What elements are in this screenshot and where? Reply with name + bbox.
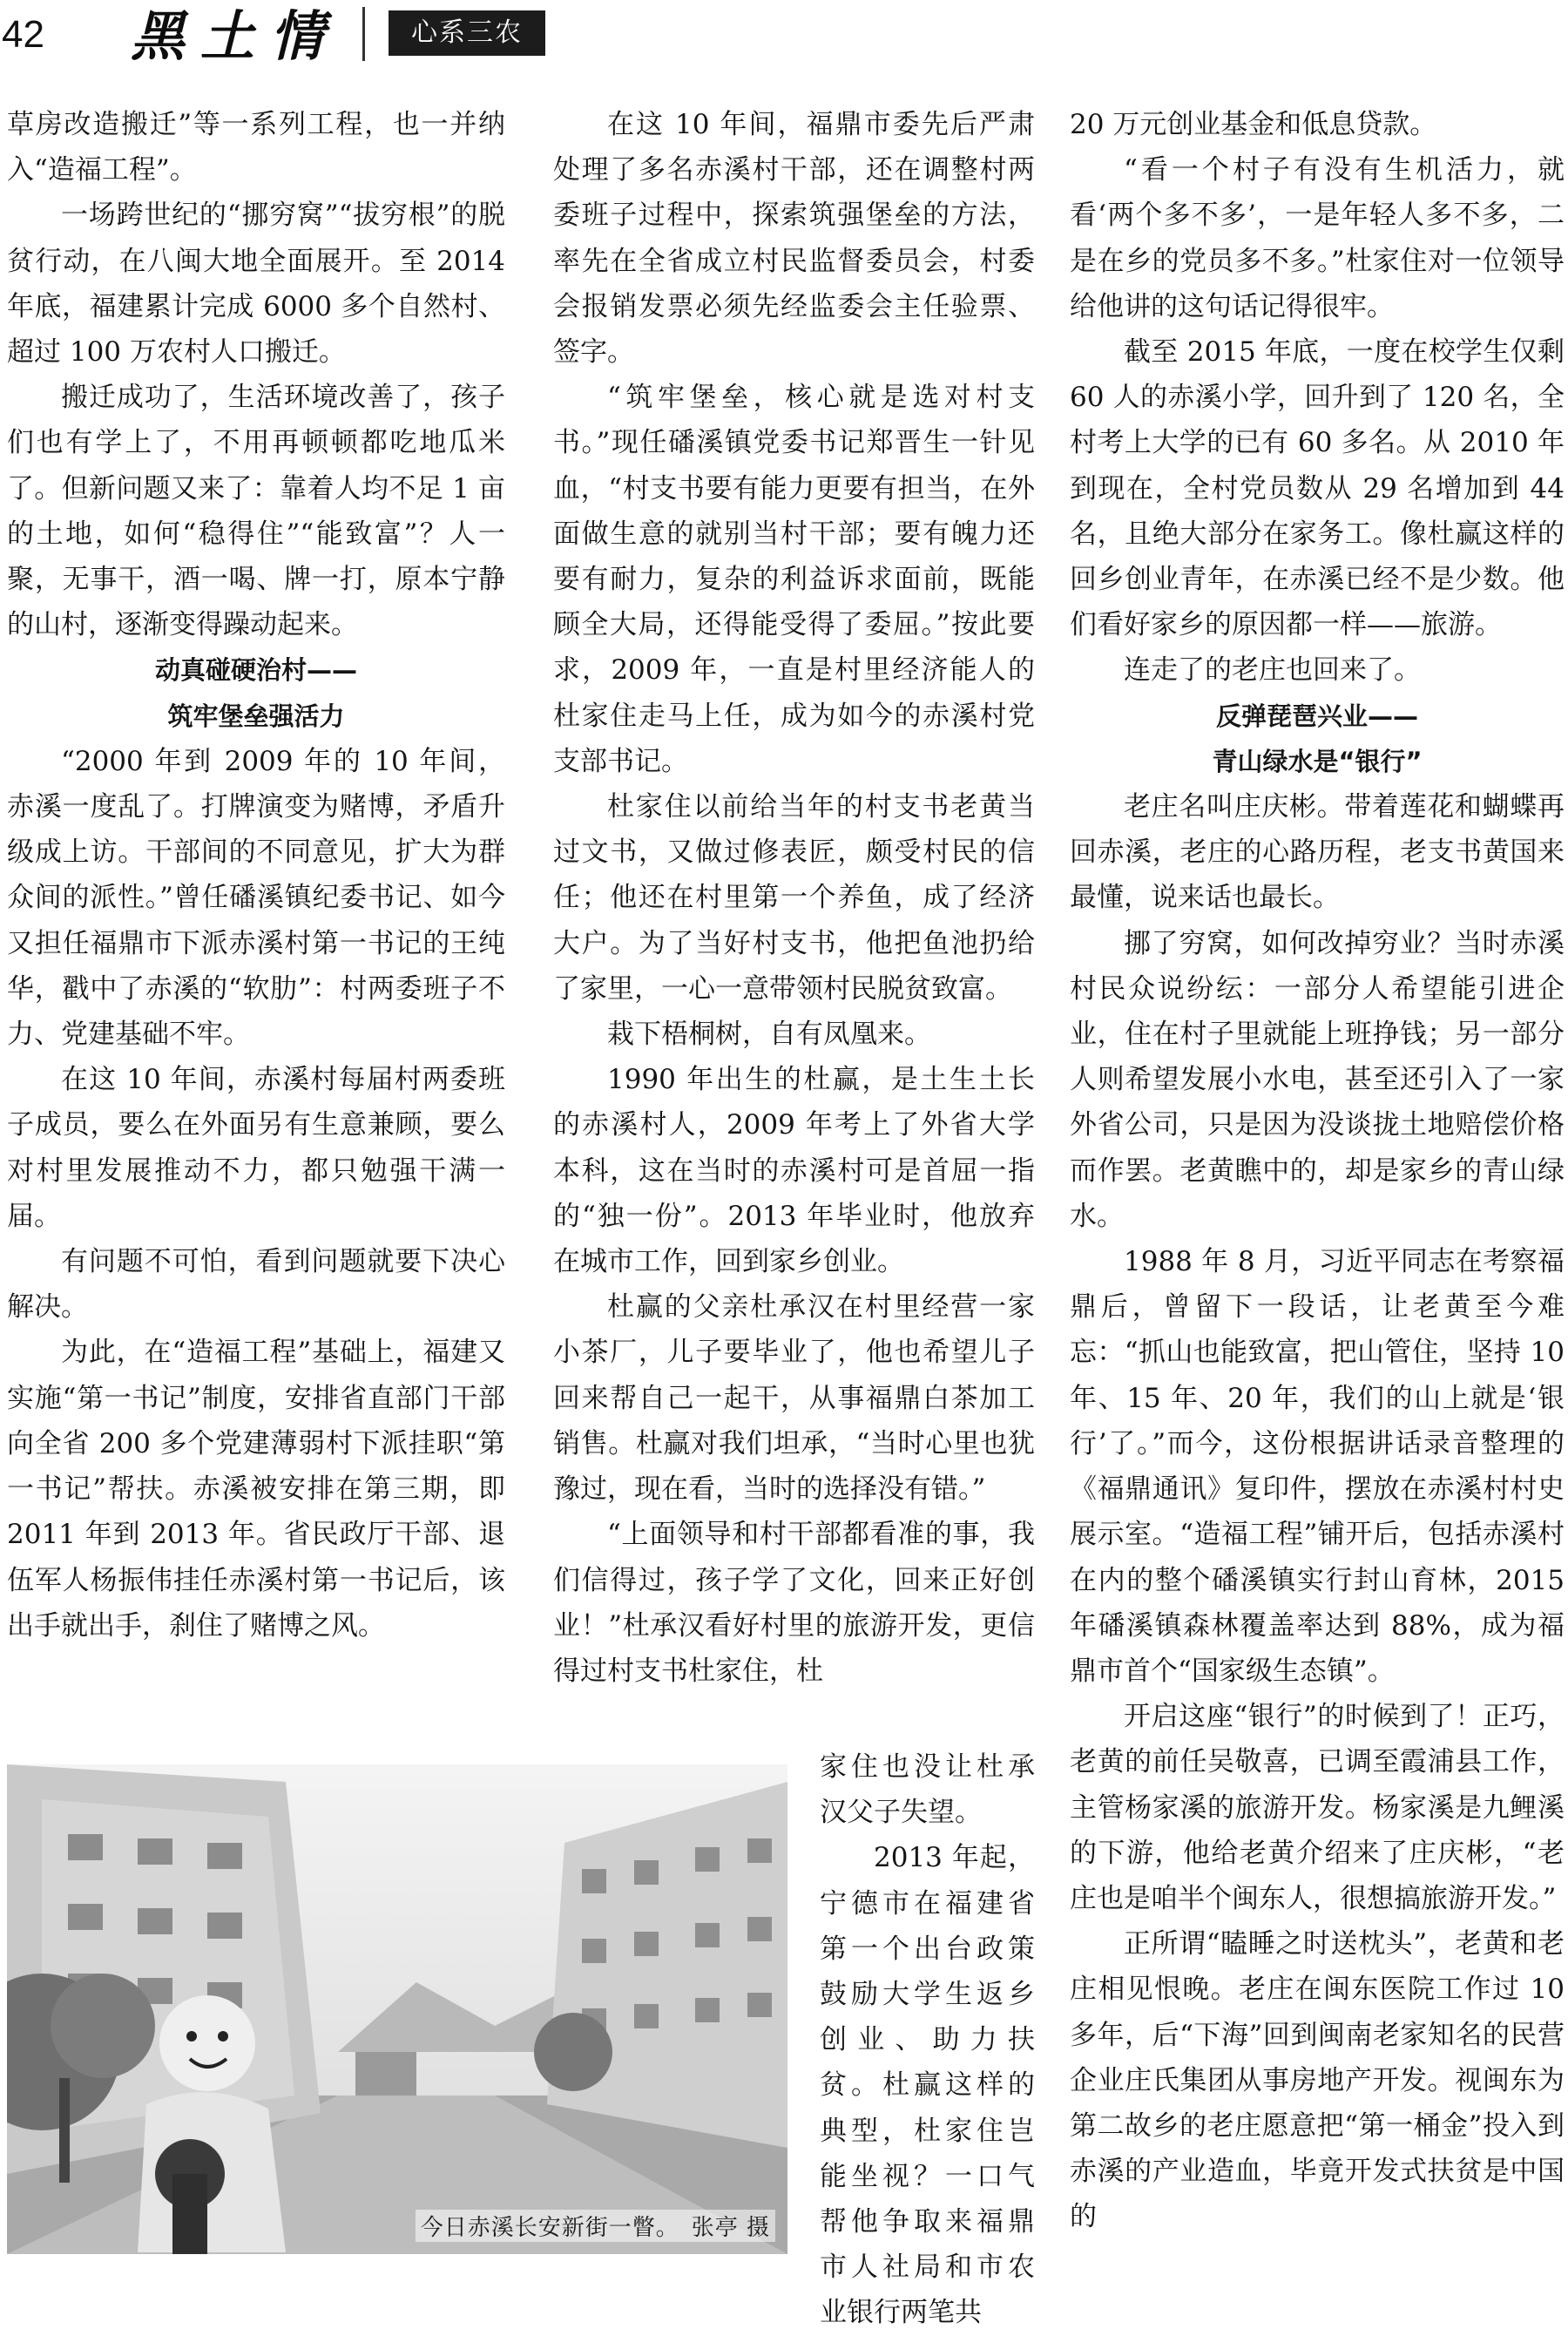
paragraph: “筑牢堡垒，核心就是选对村支书。”现任磻溪镇党委书记郑晋生一针见血，“村支书要有能力更要有担当，在外面做生意的就别当村干部；要有魄力还要有耐力，复杂的利益诉求面前，既能顾全大局，还得能受得了委屈。”按此要求，2009 年，一直是村里经济能人的杜家住走马上任，成为如今的赤溪村党支部书记。 — [553, 382, 1035, 777]
header-divider — [362, 7, 365, 61]
photo-caption: 今日赤溪长安新街一瞥。 张亭 摄 — [416, 2210, 775, 2242]
paragraph: “看一个村子有没有生机活力，就看‘两个多不多’，一是年轻人多不多，二是在乡的党员多不多。”杜家住对一位领导给他讲的这句话记得很牢。 — [1070, 154, 1565, 322]
paragraph: 1988 年 8 月，习近平同志在考察福鼎后，曾留下一段话，让老黄至今难忘：“抓山也能致富，把山管住，坚持 10 年、15 年、20 年，我们的山上就是‘银行’了。”而今，这份根据讲话录音整理的《福鼎通讯》复印件，摆放在赤溪村村史展示室。“造福工程”铺开后，包括赤溪村在内的整个磻溪镇实行封山育林，2015 年磻溪镇森林覆盖率达到 88%，成为福鼎市首个“国家级生态镇”。 — [1070, 1246, 1565, 1687]
paragraph: 截至 2015 年底，一度在校学生仅剩 60 人的赤溪小学，回升到了 120 名，全村考上大学的已有 60 多名。从 2010 年到现在，全村党员数从 29 名增加到 44 名，且绝大部分在家务工。像杜赢这样的回乡创业青年，在赤溪已经不是少数。他们看好家乡的原因都一样——旅游。 — [1070, 336, 1565, 641]
paragraph: 20 万元创业基金和低息贷款。 — [1070, 109, 1437, 140]
section-tag: 心系三农 — [389, 10, 545, 56]
article-column-2-continued — [820, 1744, 1035, 2336]
paragraph: 开启这座“银行”的时候到了！正巧，老黄的前任吴敬喜，已调至霞浦县工作，主管杨家溪的旅游开发。杨家溪是九鲤溪的下游，他给老黄介绍来了庄庆彬，“老庄也是咱半个闽东人，很想搞旅游开发。” — [1070, 1701, 1565, 1914]
section-subheading: 筑牢堡垒强活力 — [167, 701, 345, 731]
street-photo-illustration — [7, 1764, 787, 2254]
paragraph: “2000 年到 2009 年的 10 年间，赤溪一度乱了。打牌演变为赌博，矛盾升级成上访。干部间的不同意见，扩大为群众间的派性。”曾任磻溪镇纪委书记、如今又担任福鼎市下派赤溪村第一书记的王纯华，戳中了赤溪的“软肋”：村两委班子不力、党建基础不牢。 — [7, 745, 505, 1051]
paragraph: 为此，在“造福工程”基础上，福建又实施“第一书记”制度，安排省直部门干部向全省 200 多个党建薄弱村下派挂职“第一书记”帮扶。赤溪被安排在第三期，即 2011 年到 2013 年。省民政厅干部、退伍军人杨振伟挂任赤溪村第一书记后，该出手就出手，刹住了赌博之风。 — [7, 1337, 505, 1642]
section-subheading: 青山绿水是“银行” — [1212, 746, 1423, 776]
paragraph: 杜家住以前给当年的村支书老黄当过文书，又做过修表匠，颇受村民的信任；他还在村里第一个养鱼，成了经济大户。为了当好村支书，他把鱼池扔给了家里，一心一意带领村民脱贫致富。 — [553, 791, 1035, 1005]
paragraph: 在这 10 年间，福鼎市委先后严肃处理了多名赤溪村干部，还在调整村两委班子过程中，探索筑强堡垒的方法，率先在全省成立村民监督委员会，村委会报销发票必须先经监委会主任验票、签字。 — [553, 109, 1035, 369]
paragraph: 挪了穷窝，如何改掉穷业？当时赤溪村民众说纷纭：一部分人希望能引进企业，住在村子里就能上班挣钱；另一部分人则希望发展小水电，甚至还引入了一家外省公司，只是因为没谈拢土地赔偿价格而作罢。老黄瞧中的，却是家乡的青山绿水。 — [1070, 927, 1565, 1232]
page-number: 42 — [2, 13, 44, 56]
magazine-logo: 黑土情 — [131, 4, 341, 68]
paragraph: 栽下梧桐树，自有凤凰来。 — [607, 1019, 931, 1051]
paragraph: 老庄名叫庄庆彬。带着莲花和蝴蝶再回赤溪，老庄的心路历程，老支书黄国来最懂，说来话也最长。 — [1070, 791, 1565, 914]
page-header — [0, 0, 1568, 87]
article-column-1 — [7, 102, 505, 1649]
section-subheading: 动真碰硬治村—— — [154, 655, 357, 686]
paragraph: 连走了的老庄也回来了。 — [1124, 654, 1421, 687]
paragraph: 有问题不可怕，看到问题就要下决心解决。 — [7, 1246, 505, 1324]
paragraph: 草房改造搬迁”等一系列工程，也一并纳入“造福工程”。 — [7, 109, 505, 186]
paragraph: 正所谓“瞌睡之时送枕头”，老黄和老庄相见恨晚。老庄在闽东医院工作过 10 多年，后“下海”回到闽南老家知名的民营企业庄氏集团从事房地产开发。视闽东为第二故乡的老庄愿意把“第一桶金”投入到赤溪的产业造血，毕竟开发式扶贫是中国的 — [1070, 1928, 1565, 2233]
article-column-3 — [1070, 102, 1565, 2240]
section-subheading: 反弹琵琶兴业—— — [1215, 701, 1418, 731]
paragraph: 一场跨世纪的“挪穷窝”“拔穷根”的脱贫行动，在八闽大地全面展开。至 2014 年底，福建累计完成 6000 多个自然村、超过 100 万农村人口搬迁。 — [7, 200, 505, 369]
paragraph: 杜赢的父亲杜承汉在村里经营一家小茶厂，儿子要毕业了，他也希望儿子回来帮自己一起干，从事福鼎白茶加工销售。杜赢对我们坦承，“当时心里也犹豫过，现在看，当时的选择没有错。” — [553, 1291, 1035, 1506]
paragraph: 在这 10 年间，赤溪村每届村两委班子成员，要么在外面另有生意兼顾，要么对村里发展推动不力，都只勉强干满一届。 — [7, 1064, 505, 1232]
paragraph: 搬迁成功了，生活环境改善了，孩子们也有学上了，不用再顿顿都吃地瓜米了。但新问题又来了：靠着人均不足 1 亩的土地，如何“稳得住”“能致富”？人一聚，无事干，酒一喝、牌一打，原本宁静的山村，逐渐变得躁动起来。 — [7, 382, 505, 641]
paragraph: “上面领导和村干部都看准的事，我们信得过，孩子学了文化，回来正好创业！”杜承汉看好村里的旅游开发，更信得过村支书杜家住，杜 — [553, 1519, 1035, 1687]
paragraph: 2013 年起，宁德市在福建省第一个出台政策鼓励大学生返乡创业、助力扶贫。杜赢这样的典型，杜家住岂能坐视？一口气帮他争取来福鼎市人社局和市农业银行两笔共 — [820, 1842, 1035, 2329]
paragraph: 1990 年出生的杜赢，是土生土长的赤溪村人，2009 年考上了外省大学本科，这在当时的赤溪村可是首屈一指的“独一份”。2013 年毕业时，他放弃在城市工作，回到家乡创业。 — [553, 1064, 1035, 1278]
street-photo — [7, 1764, 787, 2254]
paragraph: 家住也没让杜承汉父子失望。 — [820, 1751, 1035, 1829]
article-column-2 — [553, 102, 1035, 1694]
